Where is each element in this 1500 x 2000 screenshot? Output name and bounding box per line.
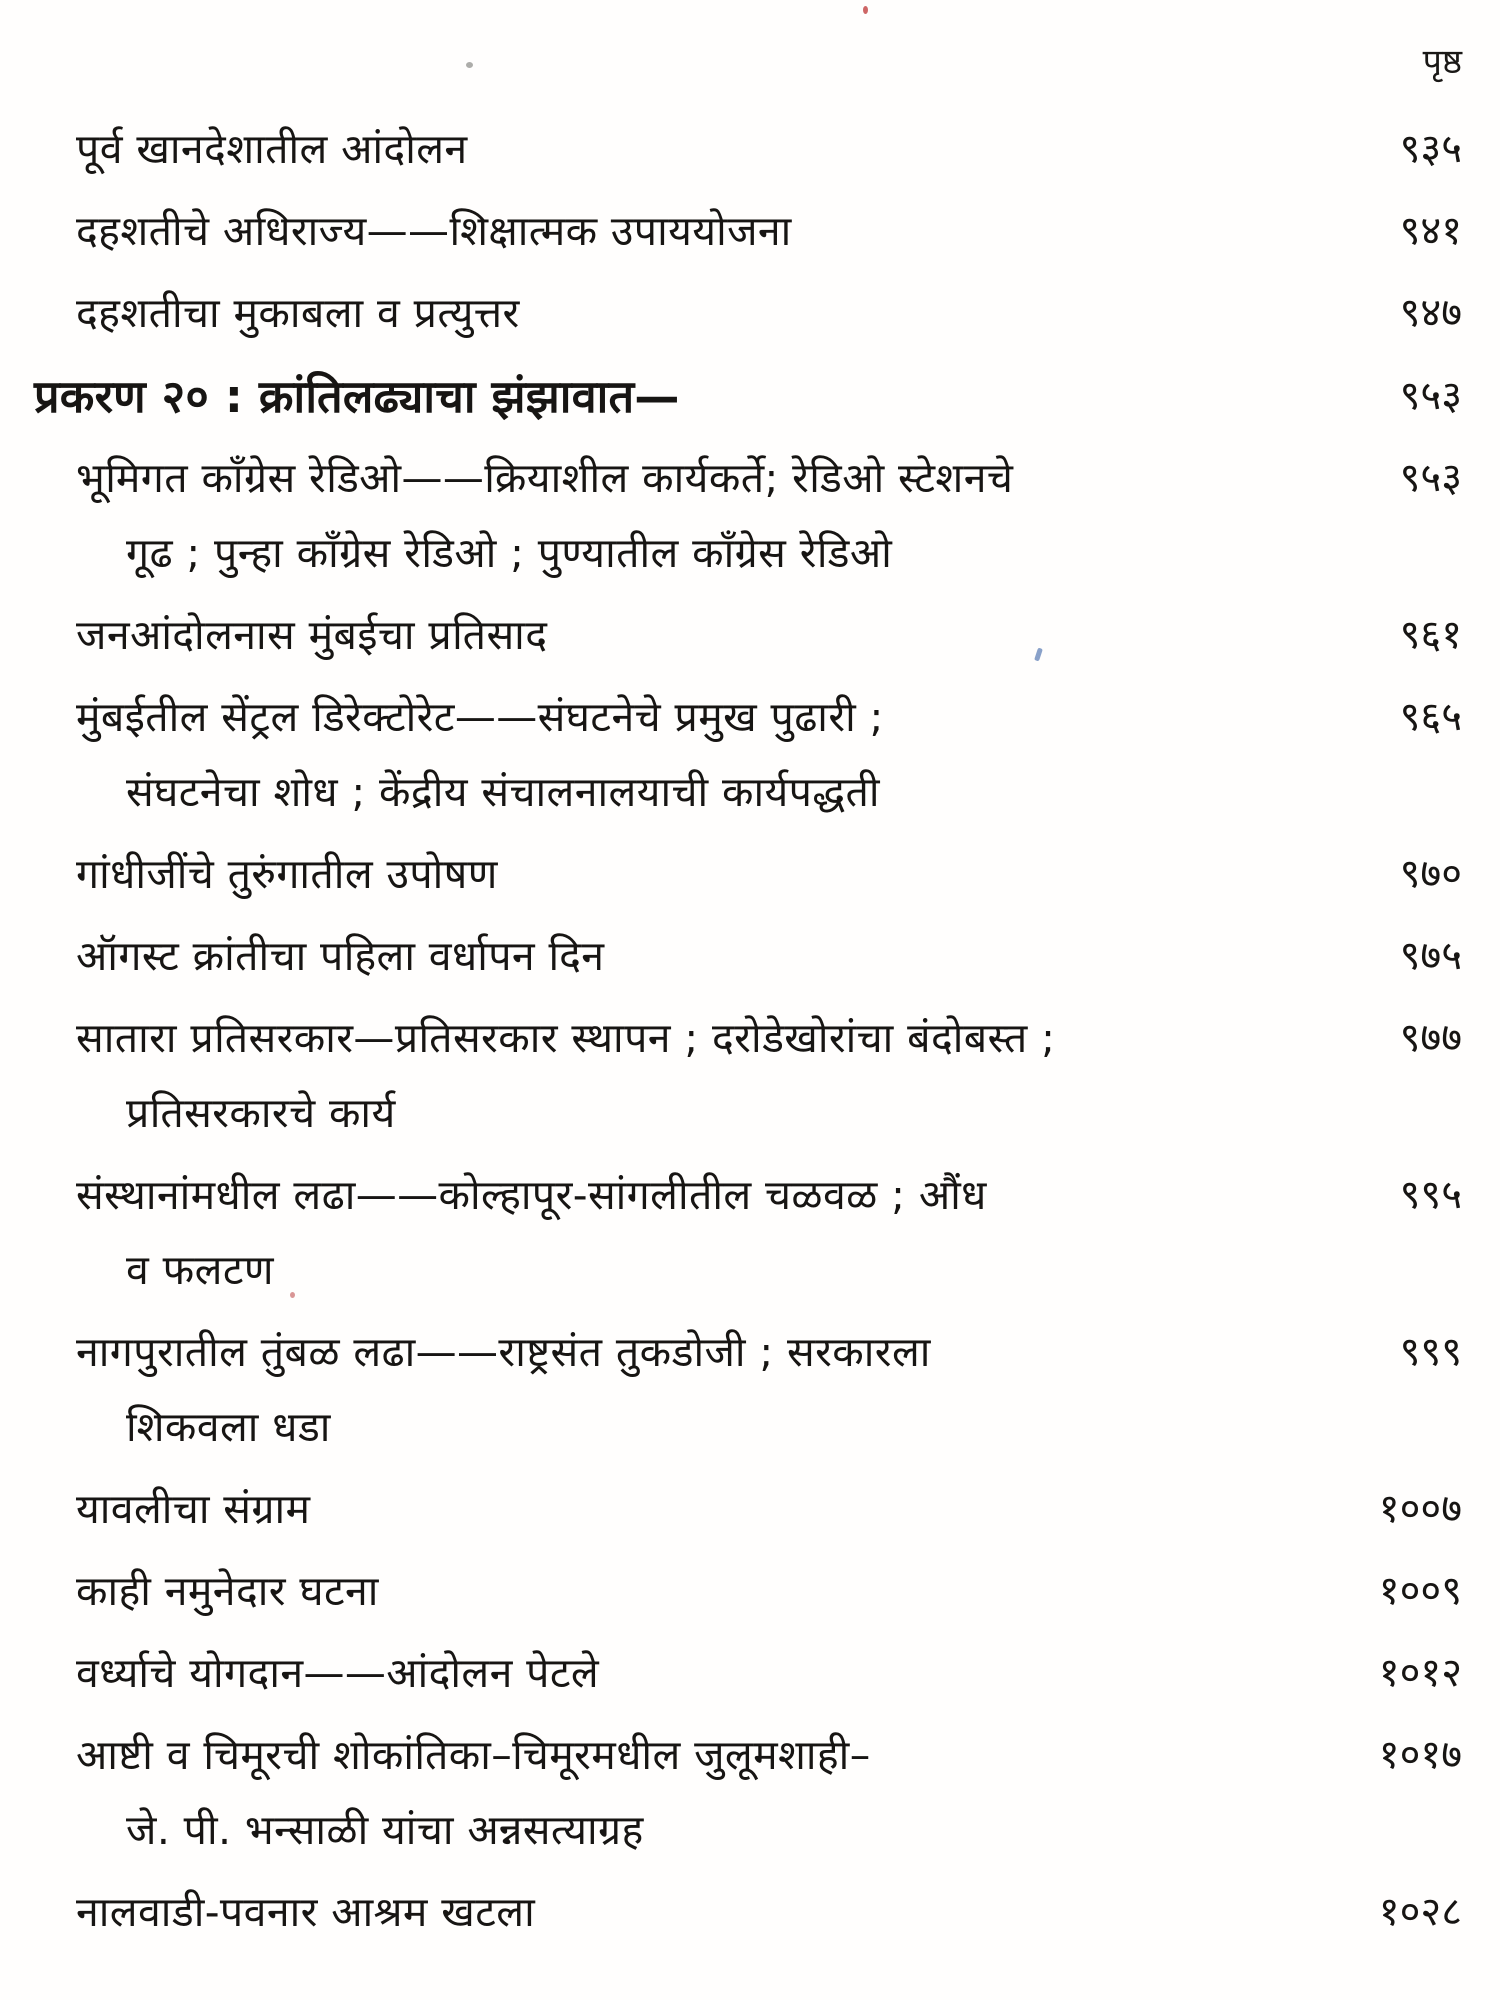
entry-first-line: नागपुरातील तुंबळ लढा——राष्ट्रसंत तुकडोजी ; सरकारला [76, 1328, 931, 1376]
entry-first-line: पूर्व खानदेशातील आंदोलन [76, 125, 468, 173]
page-column-header: पृष्ठ [1422, 42, 1462, 82]
toc-entry [76, 276, 1462, 351]
toc-entry [34, 359, 1462, 434]
entry-title [76, 441, 1287, 591]
entry-title [76, 1315, 1287, 1465]
toc-entry [76, 598, 1462, 673]
entry-page-number: ९६५ [1399, 694, 1462, 740]
entry-first-line: मुंबईतील सेंट्रल डिरेक्टोरेट——संघटनेचे प्रमुख पुढारी ; [76, 693, 884, 741]
entry-continuation-line: व फलटण [126, 1246, 274, 1294]
entry-first-line: दहशतीचे अधिराज्य——शिक्षात्मक उपाययोजना [76, 207, 792, 255]
entry-first-line: वर्ध्याचे योगदान——आंदोलन पेटले [76, 1649, 600, 1697]
entry-title [76, 1158, 1287, 1308]
entry-first-line: सातारा प्रतिसरकार—प्रतिसरकार स्थापन ; दरोडेखोरांचा बंदोबस्त ; [76, 1014, 1056, 1062]
page-column-header-row [76, 42, 1462, 82]
toc-entry [76, 1718, 1462, 1868]
entry-page-number: १०२८ [1378, 1889, 1462, 1935]
entry-title [76, 837, 1287, 912]
entry-first-line: संस्थानांमधील लढा——कोल्हापूर-सांगलीतील चळवळ ; औंध [76, 1171, 987, 1219]
entry-first-line: गांधीजींचे तुरुंगातील उपोषण [76, 850, 498, 898]
entry-title [34, 359, 1287, 434]
toc-entry [76, 1554, 1462, 1629]
toc-entry [76, 1636, 1462, 1711]
entry-title [76, 1001, 1287, 1151]
entry-continuation-line: प्रतिसरकारचे कार्य [126, 1089, 396, 1137]
entry-first-line: प्रकरण २० : क्रांतिलढ्याचा झंझावात— [34, 370, 680, 423]
entry-first-line: नालवाडी-पवनार आश्रम खटला [76, 1888, 536, 1936]
entry-page-number: १०१७ [1378, 1732, 1462, 1778]
toc-entry [76, 1158, 1462, 1308]
toc-entries [34, 112, 1462, 1950]
entry-page-number: १०१२ [1378, 1650, 1462, 1696]
entry-title [76, 1472, 1287, 1547]
entry-page-number: ९४७ [1399, 290, 1462, 336]
toc-entry [76, 837, 1462, 912]
entry-first-line: काही नमुनेदार घटना [76, 1567, 379, 1615]
entry-page-number: ९६१ [1399, 612, 1462, 658]
scan-speck [863, 6, 868, 14]
toc-entry [76, 112, 1462, 187]
toc-entry [76, 1315, 1462, 1465]
entry-continuation-line: संघटनेचा शोध ; केंद्रीय संचालनालयाची कार्यपद्धती [126, 768, 880, 816]
entry-page-number: १००७ [1378, 1486, 1462, 1532]
entry-title [76, 194, 1287, 269]
entry-title [76, 598, 1287, 673]
entry-title [76, 276, 1287, 351]
entry-first-line: ऑगस्ट क्रांतीचा पहिला वर्धापन दिन [76, 932, 605, 980]
entry-page-number: ९७७ [1399, 1015, 1462, 1061]
toc-entry [76, 1001, 1462, 1151]
entry-page-number: ९७५ [1399, 933, 1462, 979]
toc-entry [76, 441, 1462, 591]
entry-page-number: ९९९ [1399, 1329, 1462, 1375]
entry-first-line: दहशतीचा मुकाबला व प्रत्युत्तर [76, 289, 520, 337]
entry-page-number: ९५३ [1399, 373, 1462, 419]
entry-title [76, 919, 1287, 994]
entry-page-number: ९३५ [1399, 126, 1462, 172]
entry-title [76, 1554, 1287, 1629]
entry-title [76, 112, 1287, 187]
entry-continuation-line: जे. पी. भन्साळी यांचा अन्नसत्याग्रह [126, 1806, 644, 1854]
entry-title [76, 1718, 1287, 1868]
entry-page-number: ९४१ [1399, 208, 1462, 254]
entry-title [76, 1875, 1287, 1950]
entry-first-line: भूमिगत काँग्रेस रेडिओ——क्रियाशील कार्यकर्ते; रेडिओ स्टेशनचे [76, 454, 1014, 502]
entry-title [76, 680, 1287, 830]
entry-title [76, 1636, 1287, 1711]
entry-continuation-line: शिकवला धडा [126, 1403, 331, 1451]
entry-first-line: यावलीचा संग्राम [76, 1485, 311, 1533]
entry-page-number: ९५३ [1399, 455, 1462, 501]
entry-first-line: जनआंदोलनास मुंबईचा प्रतिसाद [76, 611, 548, 659]
toc-entry [76, 919, 1462, 994]
toc-entry [76, 1875, 1462, 1950]
entry-page-number: १००९ [1378, 1568, 1462, 1614]
toc-entry [76, 680, 1462, 830]
toc-entry [76, 194, 1462, 269]
entry-first-line: आष्टी व चिमूरची शोकांतिका–चिमूरमधील जुलूमशाही– [76, 1731, 871, 1779]
toc-entry [76, 1472, 1462, 1547]
entry-page-number: ९७० [1399, 851, 1462, 897]
entry-continuation-line: गूढ ; पुन्हा काँग्रेस रेडिओ ; पुण्यातील काँग्रेस रेडिओ [126, 529, 893, 577]
entry-page-number: ९९५ [1399, 1172, 1462, 1218]
